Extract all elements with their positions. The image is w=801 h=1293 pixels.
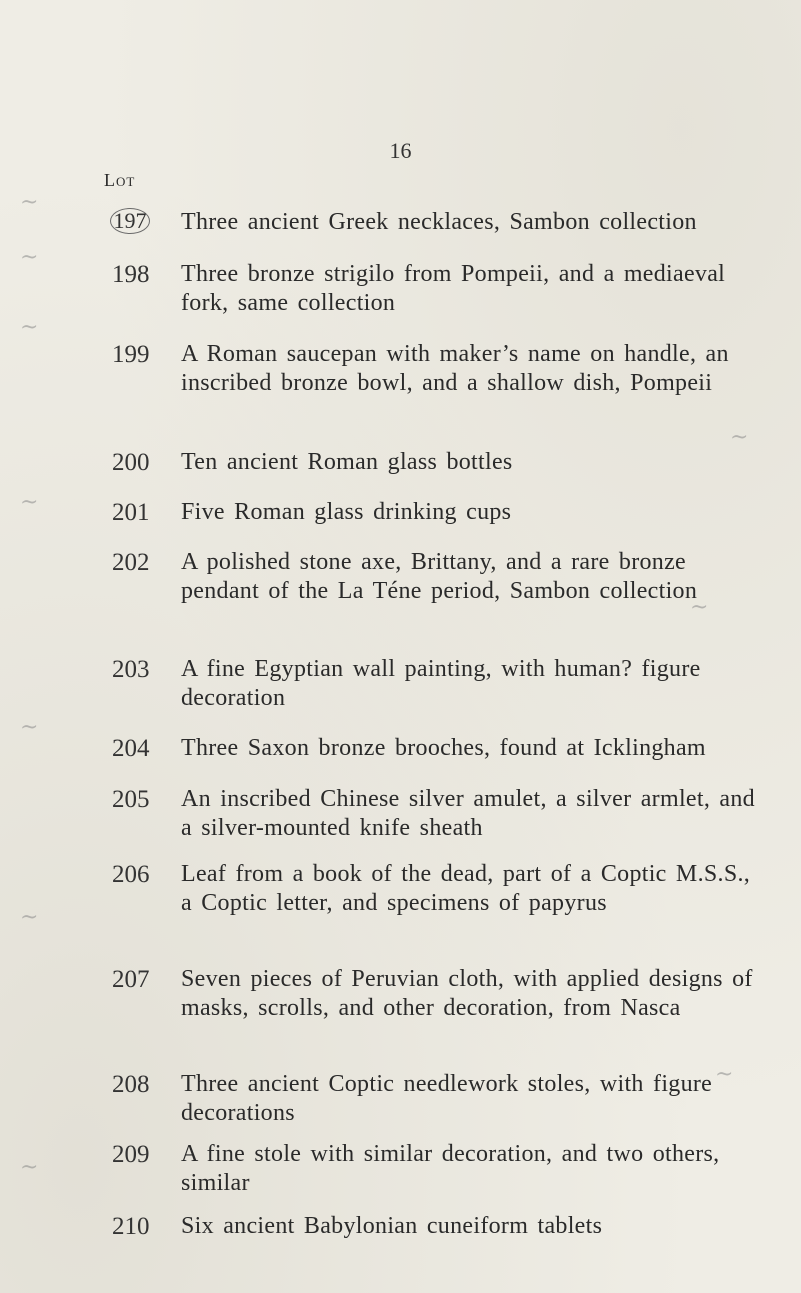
lot-description: A Roman saucepan with maker’s name on handle, an inscribed bronze bowl, and a shallow dish, Pompeii: [181, 341, 729, 396]
handwritten-margin-mark: ~: [20, 1155, 39, 1180]
lot-number: 198: [112, 261, 150, 288]
lot-number: 210: [112, 1213, 150, 1240]
handwritten-margin-mark: ~: [730, 425, 749, 450]
lot-number: 203: [112, 656, 150, 683]
lot-description: Three Saxon bronze brooches, found at Icklingham: [181, 735, 706, 761]
lot-description: Ten ancient Roman glass bottles: [181, 449, 513, 475]
lot-description: Three ancient Greek necklaces, Sambon collection: [181, 209, 697, 235]
lot-description: Three ancient Coptic needlework stoles, with figure decorations: [181, 1071, 713, 1126]
handwritten-margin-mark: ~: [20, 245, 39, 270]
lot-description: Five Roman glass drinking cups: [181, 499, 512, 525]
lot-number: 199: [112, 341, 150, 368]
lot-description: Six ancient Babylonian cuneiform tablets: [181, 1213, 603, 1239]
lot-number: 201: [112, 499, 150, 526]
handwritten-margin-mark: ~: [715, 1062, 734, 1087]
handwritten-margin-mark: ~: [20, 715, 39, 740]
lot-description: Leaf from a book of the dead, part of a Coptic M.S.S., a Coptic letter, and specimens of papyrus: [181, 861, 751, 916]
lot-description: An inscribed Chinese silver amulet, a silver armlet, and a silver-mounted knife sheath: [181, 786, 755, 841]
lot-number: 200: [112, 449, 150, 476]
handwritten-margin-mark: ~: [20, 490, 39, 515]
lot-description: Seven pieces of Peruvian cloth, with applied designs of masks, scrolls, and other decoration, from Nasca: [181, 966, 753, 1021]
lot-number: 209: [112, 1141, 150, 1168]
lot-number: 202: [112, 549, 150, 576]
lot-description: A fine stole with similar decoration, and two others, similar: [181, 1141, 720, 1196]
lot-description: Three bronze strigilo from Pompeii, and a mediaeval fork, same collection: [181, 261, 726, 316]
handwritten-margin-mark: ~: [20, 315, 39, 340]
lot-description: A polished stone axe, Brittany, and a rare bronze pendant of the La Téne period, Sambon collection: [181, 549, 698, 604]
handwritten-margin-mark: ~: [690, 595, 709, 620]
lot-number: 207: [112, 966, 150, 993]
handwritten-margin-mark: ~: [20, 905, 39, 930]
lot-number: 206: [112, 861, 150, 888]
handwritten-margin-mark: ~: [20, 190, 39, 215]
lot-column-heading: Lot: [104, 170, 136, 190]
lot-number: 205: [112, 786, 150, 813]
page-number: 16: [389, 138, 412, 163]
lot-number: 208: [112, 1071, 150, 1098]
lot-description: A fine Egyptian wall painting, with human? figure decoration: [181, 656, 701, 711]
lot-number: 204: [112, 735, 150, 762]
lot-number: 197: [110, 208, 150, 234]
